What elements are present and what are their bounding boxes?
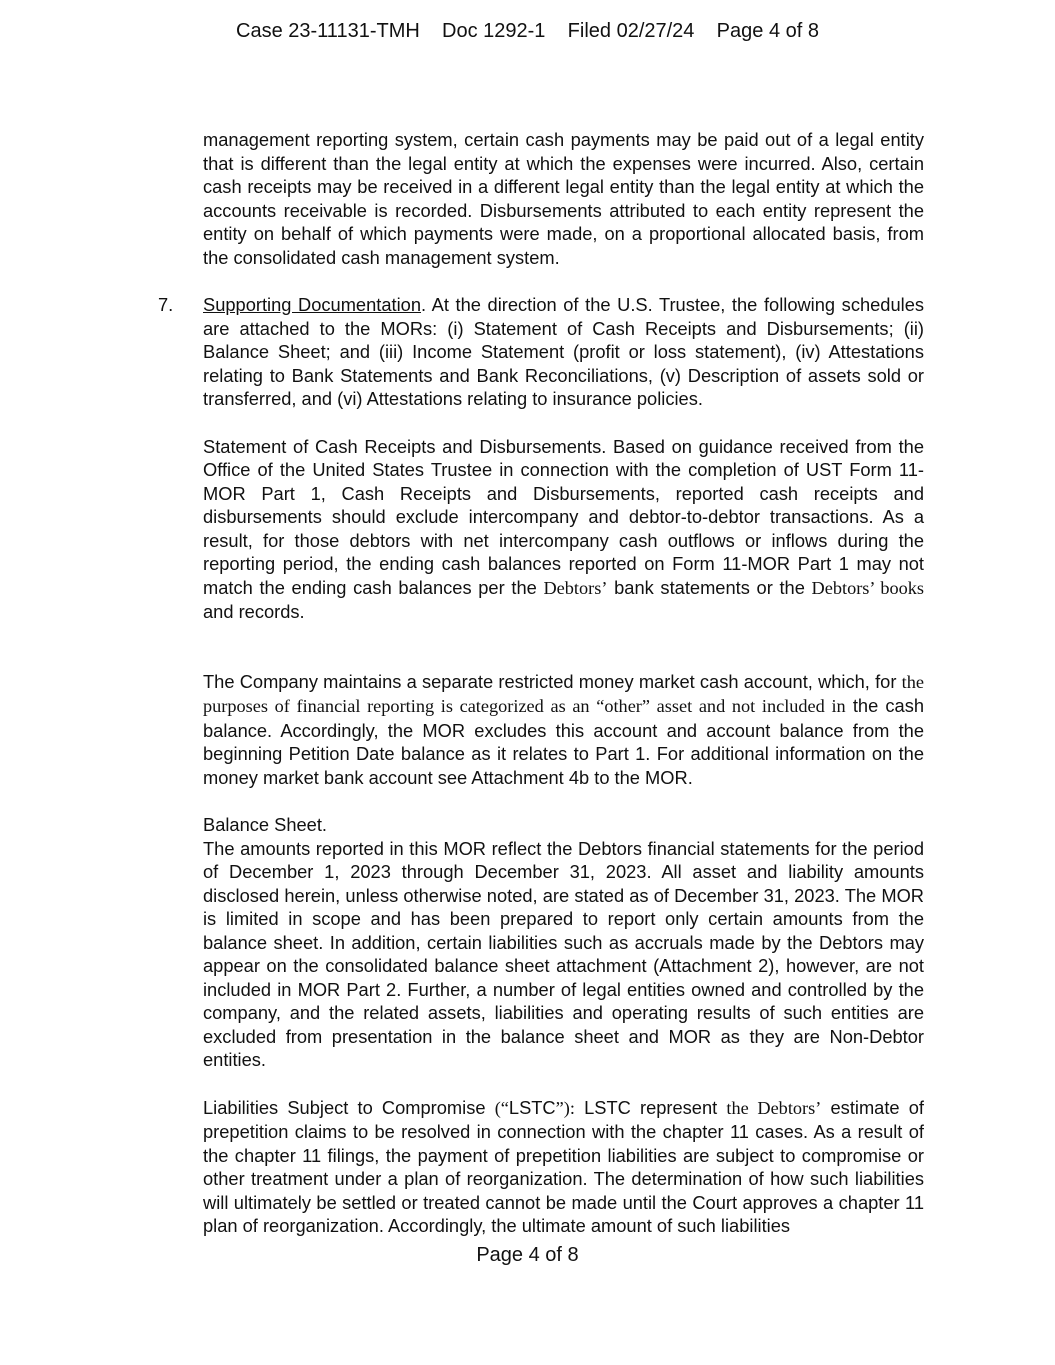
- header-page-number: Page 4 of 8: [716, 20, 819, 42]
- cash-text-serif-2: Debtors’ books: [811, 577, 925, 598]
- document-body: [158, 128, 925, 1238]
- page-footer: Page 4 of 8: [476, 1244, 579, 1266]
- cash-receipts-paragraph: [203, 435, 924, 624]
- lstc-text-c: estimate of prepetition claims to be resolved in connection with the chapter 11 cases. As a result of the chapter 11 filings, the payment of prepetition liabilities are subject to compromise or other treatment under a plan of reorganization. The determination of how such liabilities will ultimately be settled or treated cannot be made until the Court approves a chapter 11 plan of reorganization. Accordingly, the ultimate amount of such liabilities: [203, 1096, 925, 1236]
- balance-sheet-paragraph: The amounts reported in this MOR reflect the Debtors financial statements for the period of December 1, 2023 through December 31, 2023. All asset and liability amounts disclosed herein, unless otherwise noted, are stated as of December 31, 2023. The MOR is limited in scope and has been prepared to report only certain amounts from the balance sheet. In addition, certain liabilities such as accruals made by the Debtors may appear on the consolidated balance sheet attachment (Attachment 2), however, are not included in MOR Part 2. Further, a number of legal entities owned and controlled by the company, and the related assets, liabilities and operating results of such entities are excluded from presentation in the balance sheet and MOR as they are Non-Debtor entities.: [203, 837, 924, 1070]
- lstc-quote-open: (“: [494, 1097, 509, 1118]
- filed-date: Filed 02/27/24: [567, 20, 695, 42]
- item-number: 7.: [158, 294, 174, 315]
- lstc-text-b: LSTC represent: [574, 1096, 727, 1118]
- lstc-text-serif: the Debtors’: [726, 1097, 822, 1118]
- balance-sheet-title: Balance Sheet.: [203, 814, 327, 835]
- money-market-paragraph: [203, 670, 924, 790]
- mm-text-a: The Company maintains a separate restricted money market cash account, which, for: [203, 670, 902, 692]
- case-header: [0, 20, 1055, 43]
- item-7-text: [203, 293, 924, 411]
- cash-text-c: and records.: [203, 601, 305, 622]
- item-heading: Supporting Documentation: [203, 294, 421, 315]
- doc-number: Doc 1292-1: [442, 20, 546, 42]
- cash-text-serif-1: Debtors’: [543, 577, 608, 598]
- cash-text-a: Statement of Cash Receipts and Disbursements. Based on guidance received from the Office of the United States Trustee in connection with the completion of UST Form 11-MOR Part 1, Cash Receipts and Disbursements, reported cash receipts and disbursements should exclude intercompany and debtor-to-debtor transactions. As a result, for those debtors with net intercompany cash outflows or inflows during the reporting period, the ending cash balances reported on Form 11-MOR Part 1 may not match the ending cash balances per the: [203, 435, 924, 598]
- case-number: Case 23-11131-TMH: [236, 20, 420, 42]
- lstc-text-a: Liabilities Subject to Compromise: [203, 1096, 495, 1118]
- lstc-paragraph: [203, 1096, 924, 1238]
- item-7-body: . At the direction of the U.S. Trustee, the following schedules are attached to the MORs: (i) Statement of Cash Receipts and Disbursements; (ii) Balance Sheet; and (iii) Income Statement (profit or loss statement), (iv) Attestations relating to Bank Statements and Bank Reconciliations, (v) Description of assets sold or transferred, and (vi) Attestations relating to insurance policies.: [203, 294, 925, 409]
- lstc-abbr: LSTC: [508, 1096, 556, 1118]
- mm-text-b: the cash balance. Accordingly, the MOR excludes this account and account balance from the beginning Petition Date balance as it relates to Part 1. For additional information on the money market bank account see Attachment 4b to the MOR.: [203, 695, 924, 788]
- cash-text-b: bank statements or the: [607, 576, 812, 598]
- lstc-quote-close: ”):: [555, 1097, 575, 1118]
- mm-text-serif: the purposes of financial reporting is categorized as an “other” asset and not included in: [203, 671, 924, 716]
- consolidated-cash-paragraph: management reporting system, certain cash payments may be paid out of a legal entity that is different than the legal entity at which the expenses were incurred. Also, certain cash receipts may be received in a different legal entity than the legal entity at which the accounts receivable is recorded. Disbursements attributed to each entity represent the entity on behalf of which payments were made, on a proportional allocated basis, from the consolidated cash management system.: [203, 129, 924, 268]
- item-7: [158, 293, 925, 411]
